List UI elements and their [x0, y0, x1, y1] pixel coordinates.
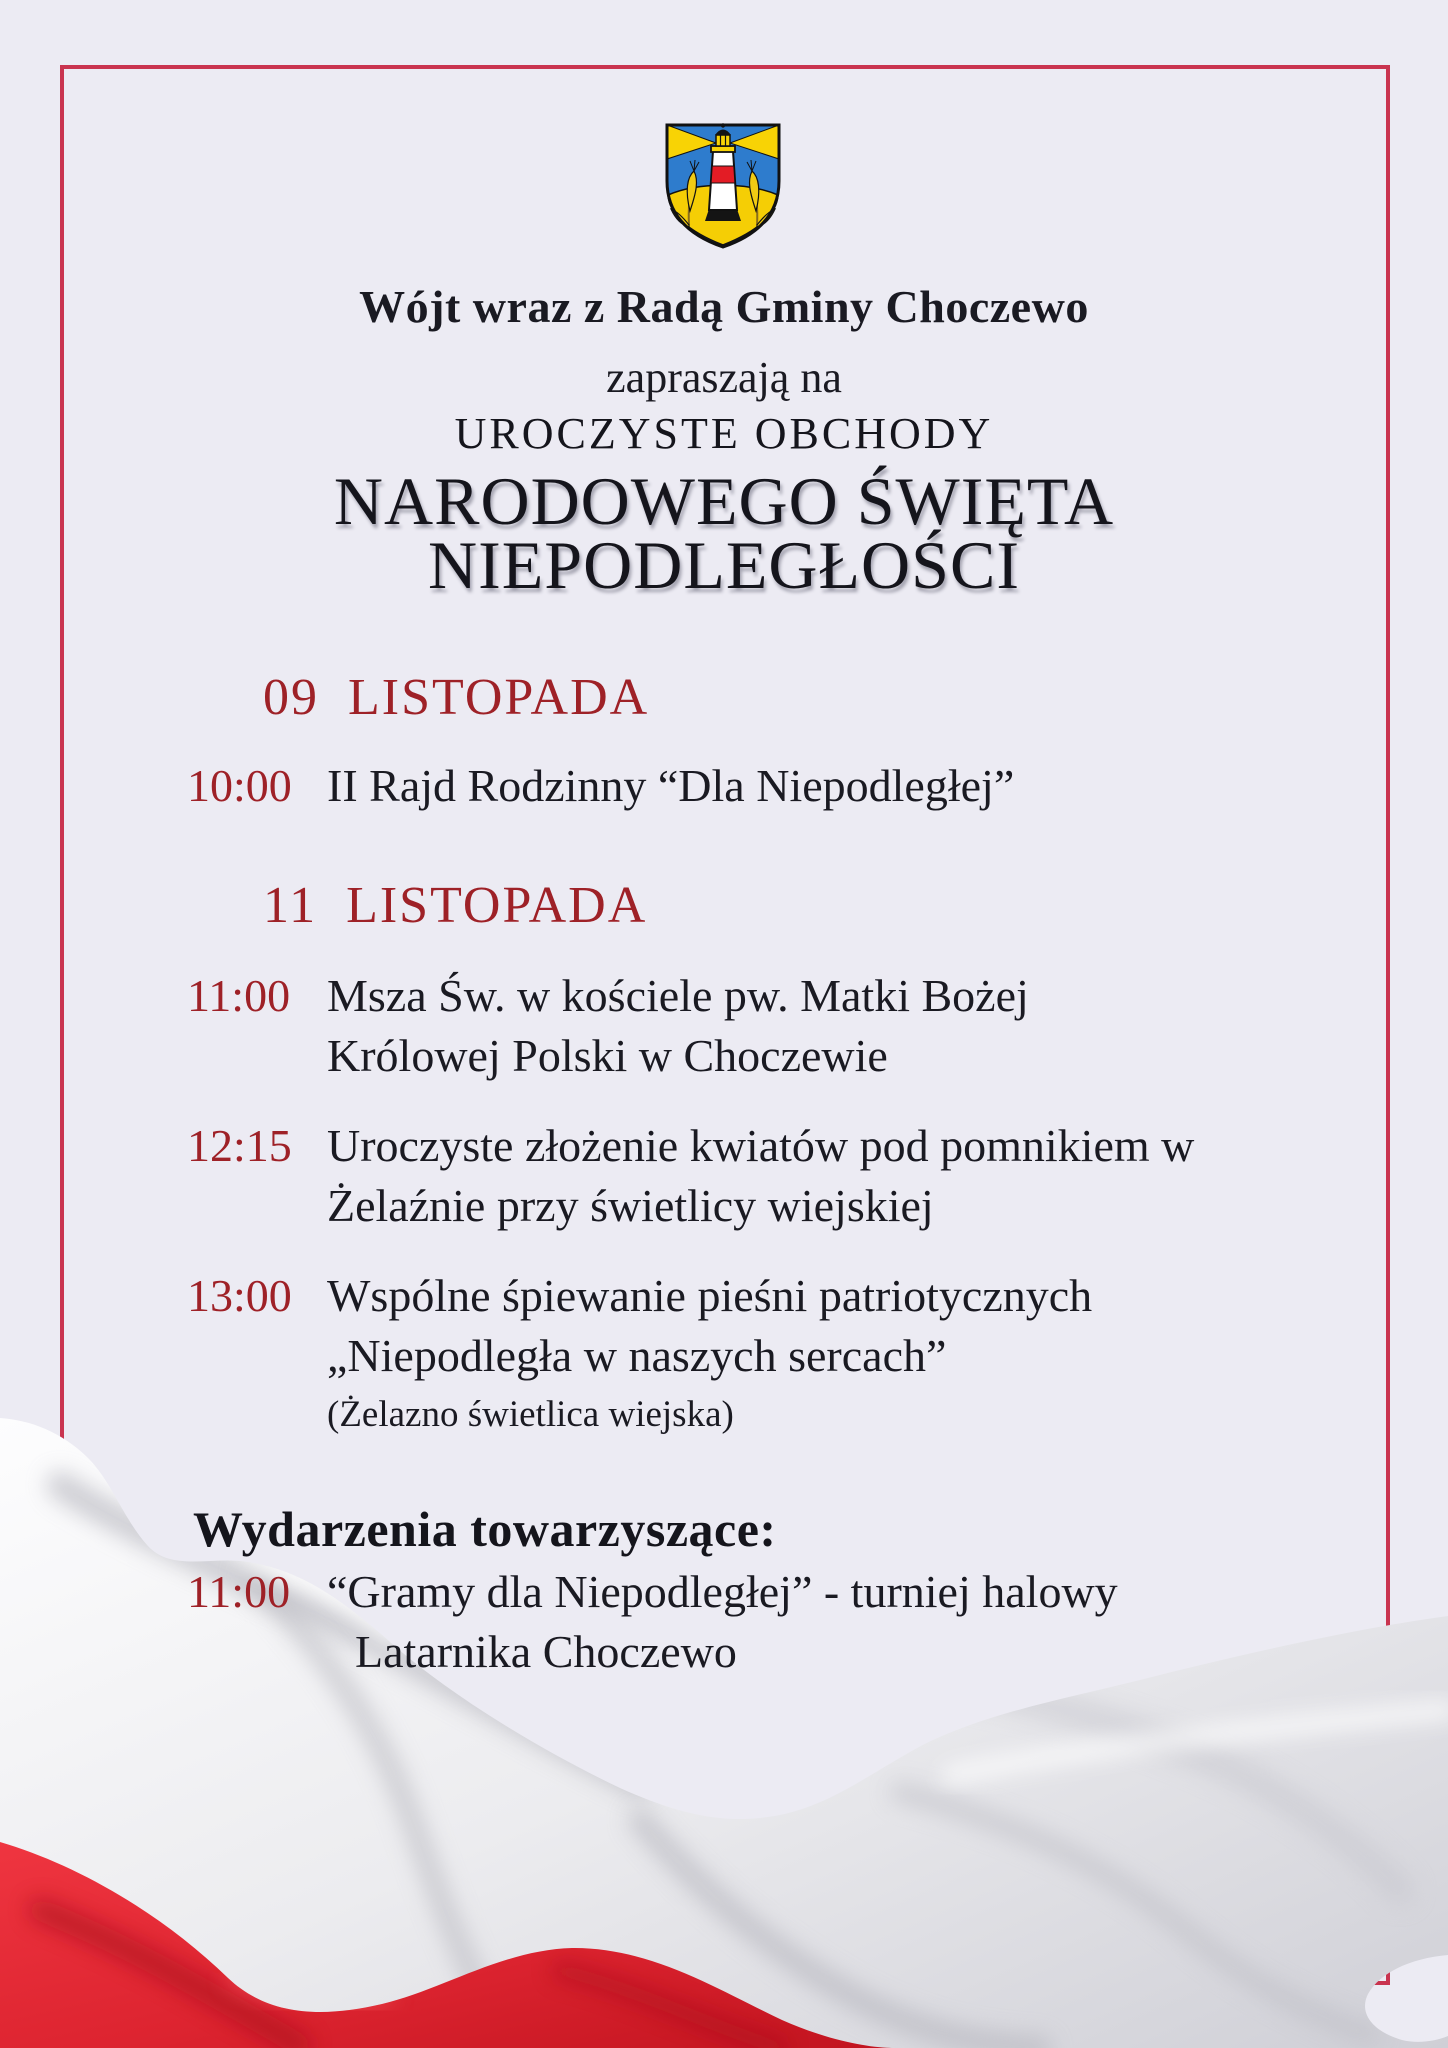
event-row: [187, 1562, 1378, 1682]
event-title-line1: UROCZYSTE OBCHODY: [454, 409, 994, 458]
event-description: [327, 1266, 1378, 1442]
event-description: [327, 966, 1378, 1086]
event-text-line: „Niepodległa w naszych sercach”: [327, 1330, 947, 1381]
event-time: 11:00: [187, 970, 291, 1021]
event-row: [187, 1116, 1378, 1236]
event-title-line3: NIEPODLEGŁOŚCI: [428, 527, 1020, 603]
event-text-line: II Rajd Rodzinny “Dla Niepodległej”: [327, 760, 1015, 811]
event-row: [187, 756, 1378, 816]
event-description: [327, 1116, 1378, 1236]
event-time: 11:00: [187, 1566, 291, 1617]
event-text-line: “Gramy dla Niepodległej” - turniej halowy: [327, 1566, 1118, 1617]
event-title-line2: NARODOWEGO ŚWIĘTA: [333, 463, 1115, 539]
event-text-line: Latarnika Choczewo: [355, 1626, 737, 1677]
event-note: (Żelazno świetlica wiejska): [327, 1394, 734, 1435]
event-time: 12:15: [187, 1120, 292, 1171]
event-text-line: Msza Św. w kościele pw. Matki Bożej: [327, 970, 1029, 1021]
invitation-line: zapraszają na: [606, 353, 842, 402]
event-time: 13:00: [187, 1270, 292, 1321]
event-text-line: Królowej Polski w Choczewie: [327, 1030, 888, 1081]
section-heading-09-listopada: 09 LISTOPADA: [263, 669, 650, 726]
organizer-line: Wójt wraz z Radą Gminy Choczewo: [359, 281, 1089, 332]
section-heading-side-events: Wydarzenia towarzyszące:: [193, 1501, 777, 1557]
section-heading-11-listopada: 11 LISTOPADA: [263, 877, 648, 934]
event-text-line: Uroczyste złożenie kwiatów pod pomnikiem w: [327, 1120, 1195, 1171]
event-description: [327, 756, 1378, 816]
event-text-line: Wspólne śpiewanie pieśni patriotycznych: [327, 1270, 1093, 1321]
event-description: [327, 1562, 1378, 1682]
event-row: [187, 1266, 1378, 1442]
event-row: [187, 966, 1378, 1086]
event-text-line: Żelaźnie przy świetlicy wiejskiej: [327, 1180, 934, 1231]
event-time: 10:00: [187, 760, 292, 811]
